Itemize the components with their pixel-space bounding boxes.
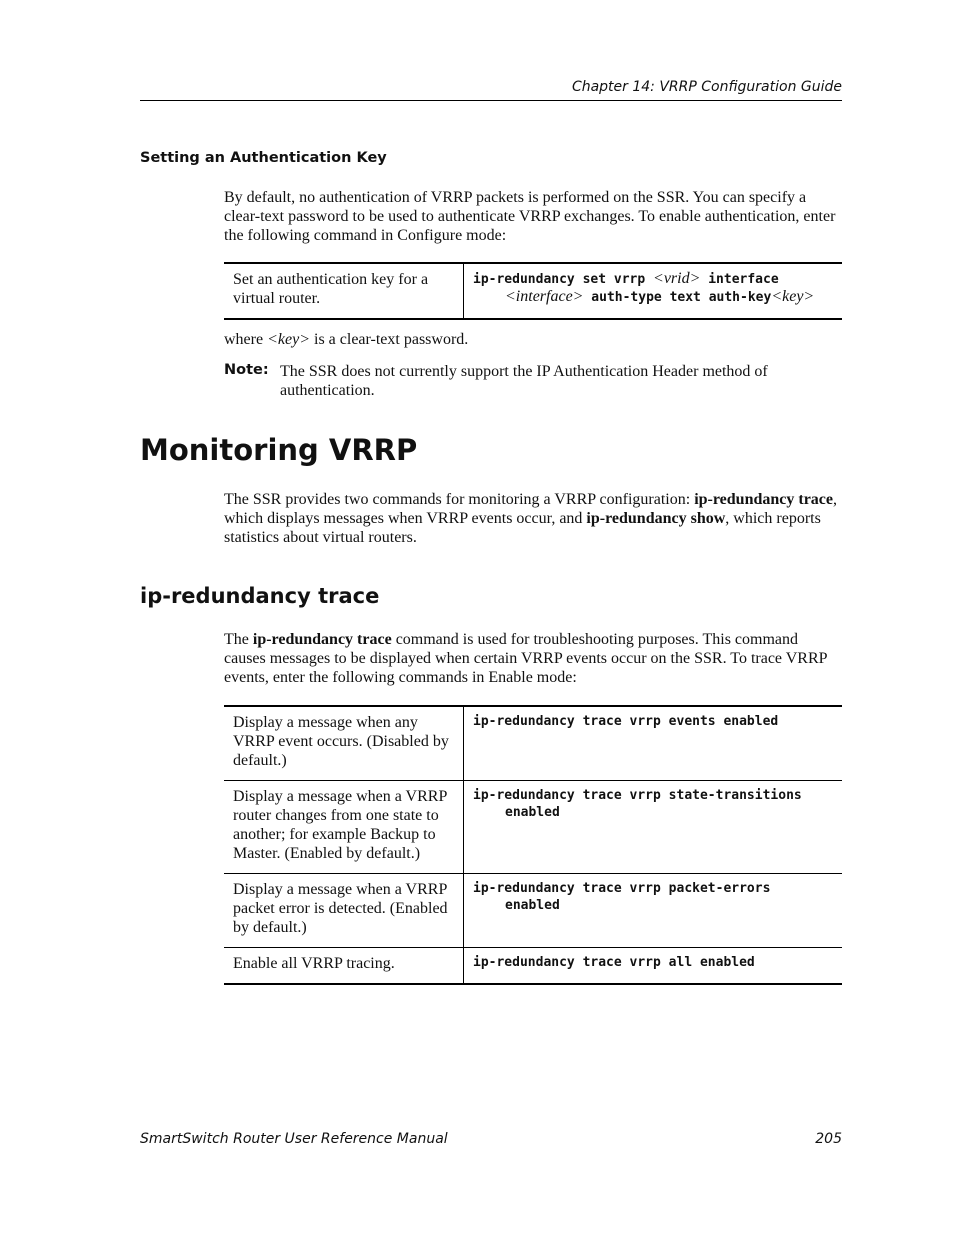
command-syntax bbox=[464, 874, 843, 948]
trace-text: The bbox=[224, 631, 249, 648]
command-argument: <vrid> bbox=[653, 270, 701, 287]
command-argument: <key> bbox=[771, 288, 815, 305]
command-argument: <interface> bbox=[505, 288, 584, 305]
command-text: ip-redundancy set vrrp bbox=[473, 272, 646, 287]
monitoring-text: , which reports statistics about virtual routers. bbox=[224, 510, 821, 546]
command-reference: ip-redundancy trace bbox=[252, 631, 392, 648]
command-syntax bbox=[464, 706, 843, 781]
command-description: Display a message when a VRRP packet error is detected. (Enabled by default.) bbox=[224, 874, 464, 948]
table-row bbox=[224, 781, 842, 874]
section-heading-auth-key: Setting an Authentication Key bbox=[140, 150, 387, 166]
command-syntax bbox=[464, 263, 843, 319]
trace-text: command is used for troubleshooting purposes. This command causes messages to be displayed when certain VRRP events occur on the SSR. To trace VRRP events, enter the following commands in Enable mode: bbox=[224, 631, 827, 686]
where-argument: <key> bbox=[267, 331, 310, 348]
where-prefix: where bbox=[224, 331, 264, 348]
command-reference: ip-redundancy show bbox=[586, 510, 726, 527]
command-continuation: enabled bbox=[505, 805, 560, 820]
trace-command-table bbox=[224, 705, 842, 985]
where-line bbox=[224, 331, 468, 349]
section-heading-monitoring: Monitoring VRRP bbox=[140, 433, 418, 467]
command-text: ip-redundancy trace vrrp state-transitions bbox=[473, 788, 802, 803]
where-suffix: is a clear-text password. bbox=[314, 331, 469, 348]
command-description: Display a message when any VRRP event occurs. (Disabled by default.) bbox=[224, 706, 464, 781]
monitoring-paragraph bbox=[224, 490, 842, 547]
command-syntax bbox=[464, 948, 843, 985]
monitoring-text: The SSR provides two commands for monitoring a VRRP configuration: bbox=[224, 491, 691, 508]
note-text: The SSR does not currently support the IP Authentication Header method of authentication. bbox=[280, 363, 768, 399]
auth-command-table bbox=[224, 262, 842, 320]
command-text: ip-redundancy trace vrrp packet-errors bbox=[473, 881, 771, 896]
command-reference: ip-redundancy trace bbox=[694, 491, 833, 508]
table-row bbox=[224, 948, 842, 985]
table-row bbox=[224, 706, 842, 781]
header-rule bbox=[140, 100, 842, 101]
command-text: auth-type text auth-key bbox=[591, 290, 772, 305]
command-text: ip-redundancy trace vrrp events enabled bbox=[473, 714, 779, 729]
running-header: Chapter 14: VRRP Configuration Guide bbox=[571, 79, 842, 95]
command-description: Set an authentication key for a virtual router. bbox=[224, 263, 464, 319]
auth-paragraph: By default, no authentication of VRRP packets is performed on the SSR. You can specify a clear-text password to be used to authenticate VRRP exchanges. To enable authentication, enter the following command in Configure mode: bbox=[224, 189, 836, 244]
table-row bbox=[224, 874, 842, 948]
table-row bbox=[224, 263, 842, 319]
command-description: Display a message when a VRRP router changes from one state to another; for example Backup to Master. (Enabled by default.) bbox=[224, 781, 464, 874]
command-description: Enable all VRRP tracing. bbox=[224, 948, 464, 985]
section-heading-trace: ip-redundancy trace bbox=[140, 584, 380, 608]
command-continuation: enabled bbox=[505, 898, 560, 913]
command-syntax bbox=[464, 781, 843, 874]
footer-title: SmartSwitch Router User Reference Manual bbox=[140, 1131, 448, 1147]
trace-paragraph bbox=[224, 630, 842, 687]
note-label: Note: bbox=[224, 362, 269, 378]
command-text: ip-redundancy trace vrrp all enabled bbox=[473, 955, 755, 970]
command-text: interface bbox=[708, 272, 779, 287]
page-number: 205 bbox=[815, 1131, 842, 1147]
monitoring-text: , which displays messages when VRRP events occur, and bbox=[224, 491, 837, 527]
